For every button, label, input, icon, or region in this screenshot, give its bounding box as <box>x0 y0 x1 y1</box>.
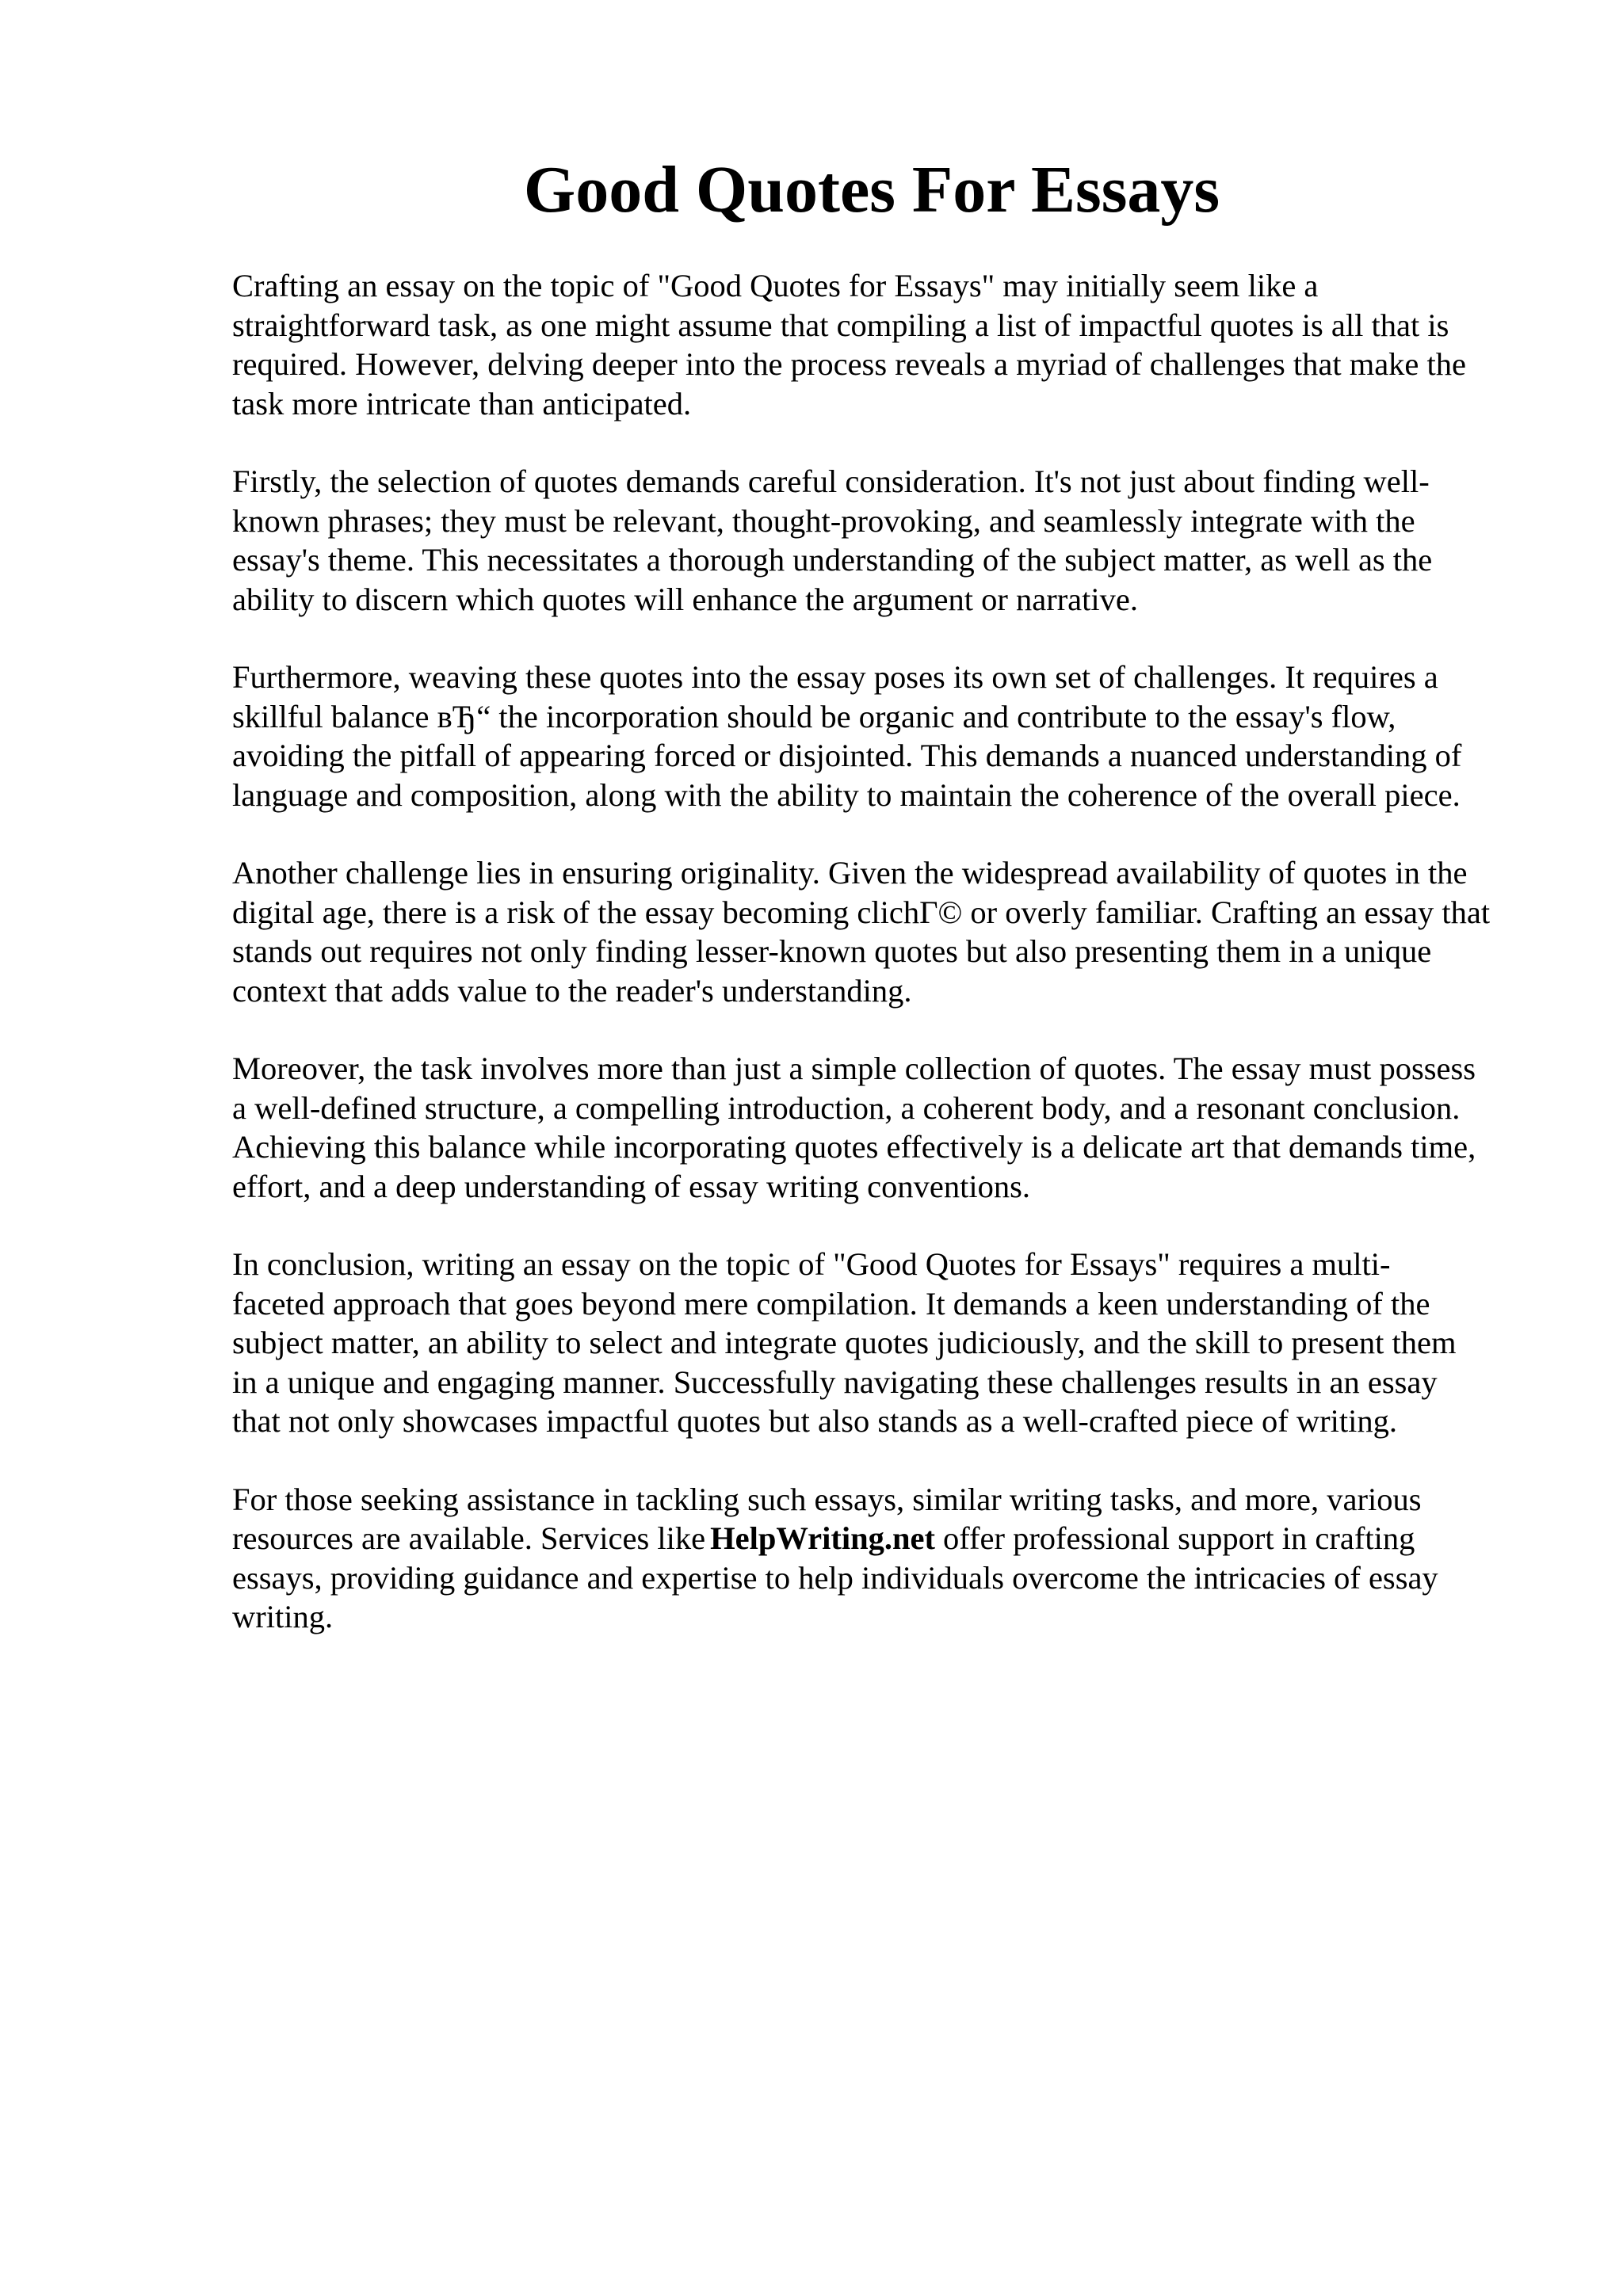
paragraph-line: Furthermore, weaving these quotes into the essay poses its own set of challenges. It requires a <box>232 659 1438 695</box>
closing-line-4: writing. <box>232 1599 334 1634</box>
paragraph-line: straightforward task, as one might assume that compiling a list of impactful quotes is all that is <box>232 307 1449 343</box>
paragraph-list <box>232 266 1532 1441</box>
essay-paragraph <box>232 462 1532 619</box>
paragraph-line: Firstly, the selection of quotes demands careful consideration. It's not just about finding well- <box>232 463 1430 499</box>
paragraph-line: effort, and a deep understanding of essay writing conventions. <box>232 1168 1030 1204</box>
paragraph-line: a well-defined structure, a compelling introduction, a coherent body, and a resonant conclusion. <box>232 1089 1461 1126</box>
paragraph-line: digital age, there is a risk of the essay becoming clichГ© or overly familiar. Crafting an essay that <box>232 894 1491 930</box>
paragraph-line: that not only showcases impactful quotes but also stands as a well-crafted piece of writing. <box>232 1403 1397 1439</box>
essay-paragraph <box>232 1245 1532 1441</box>
paragraph-line: Achieving this balance while incorporating quotes effectively is a delicate art that demands time, <box>232 1129 1476 1165</box>
closing-paragraph <box>232 1480 1532 1637</box>
closing-line-2-start: resources are available. Services like <box>232 1520 706 1556</box>
paragraph-line: essay's theme. This necessitates a thorough understanding of the subject matter, as well as the <box>232 542 1433 578</box>
paragraph-line: faceted approach that goes beyond mere compilation. It demands a keen understanding of the <box>232 1285 1430 1322</box>
page-title: Good Quotes For Essays <box>523 153 1220 227</box>
closing-line-2 <box>232 1519 1532 1558</box>
paragraph-line: avoiding the pitfall of appearing forced or disjointed. This demands a nuanced understanding of <box>232 738 1462 773</box>
essay-paragraph <box>232 853 1532 1010</box>
paragraph-line: In conclusion, writing an essay on the topic of "Good Quotes for Essays" requires a multi- <box>232 1246 1391 1282</box>
essay-paragraph <box>232 658 1532 814</box>
essay-body <box>232 266 1532 1676</box>
brand-link[interactable]: HelpWriting.net <box>710 1520 935 1556</box>
paragraph-line: in a unique and engaging manner. Successfully navigating these challenges results in an essay <box>232 1363 1438 1400</box>
paragraph-line: Crafting an essay on the topic of "Good Quotes for Essays" may initially seem like a <box>232 268 1319 303</box>
essay-paragraph <box>232 266 1532 423</box>
paragraph-line: context that adds value to the reader's understanding. <box>232 972 912 1009</box>
paragraph-line: ability to discern which quotes will enhance the argument or narrative. <box>232 581 1139 617</box>
paragraph-line: known phrases; they must be relevant, thought-provoking, and seamlessly integrate with the <box>232 502 1415 539</box>
paragraph-line: Moreover, the task involves more than just a simple collection of quotes. The essay must possess <box>232 1051 1476 1086</box>
paragraph-line: skillful balance вЂ“ the incorporation should be organic and contribute to the essay's flow, <box>232 698 1396 734</box>
closing-line-3: essays, providing guidance and expertise to help individuals overcome the intricacies of essay <box>232 1559 1438 1596</box>
closing-line-2-end: offer professional support in crafting <box>942 1520 1415 1556</box>
essay-paragraph <box>232 1049 1532 1206</box>
closing-line-1: For those seeking assistance in tackling such essays, similar writing tasks, and more, various <box>232 1481 1422 1517</box>
paragraph-line: required. However, delving deeper into the process reveals a myriad of challenges that make the <box>232 346 1467 382</box>
paragraph-line: subject matter, an ability to select and integrate quotes judiciously, and the skill to present them <box>232 1325 1457 1360</box>
paragraph-line: stands out requires not only finding lesser-known quotes but also presenting them in a unique <box>232 933 1432 969</box>
paragraph-line: Another challenge lies in ensuring originality. Given the widespread availability of quotes in the <box>232 855 1468 891</box>
paragraph-line: task more intricate than anticipated. <box>232 385 692 421</box>
paragraph-line: language and composition, along with the ability to maintain the coherence of the overall piece. <box>232 776 1461 813</box>
